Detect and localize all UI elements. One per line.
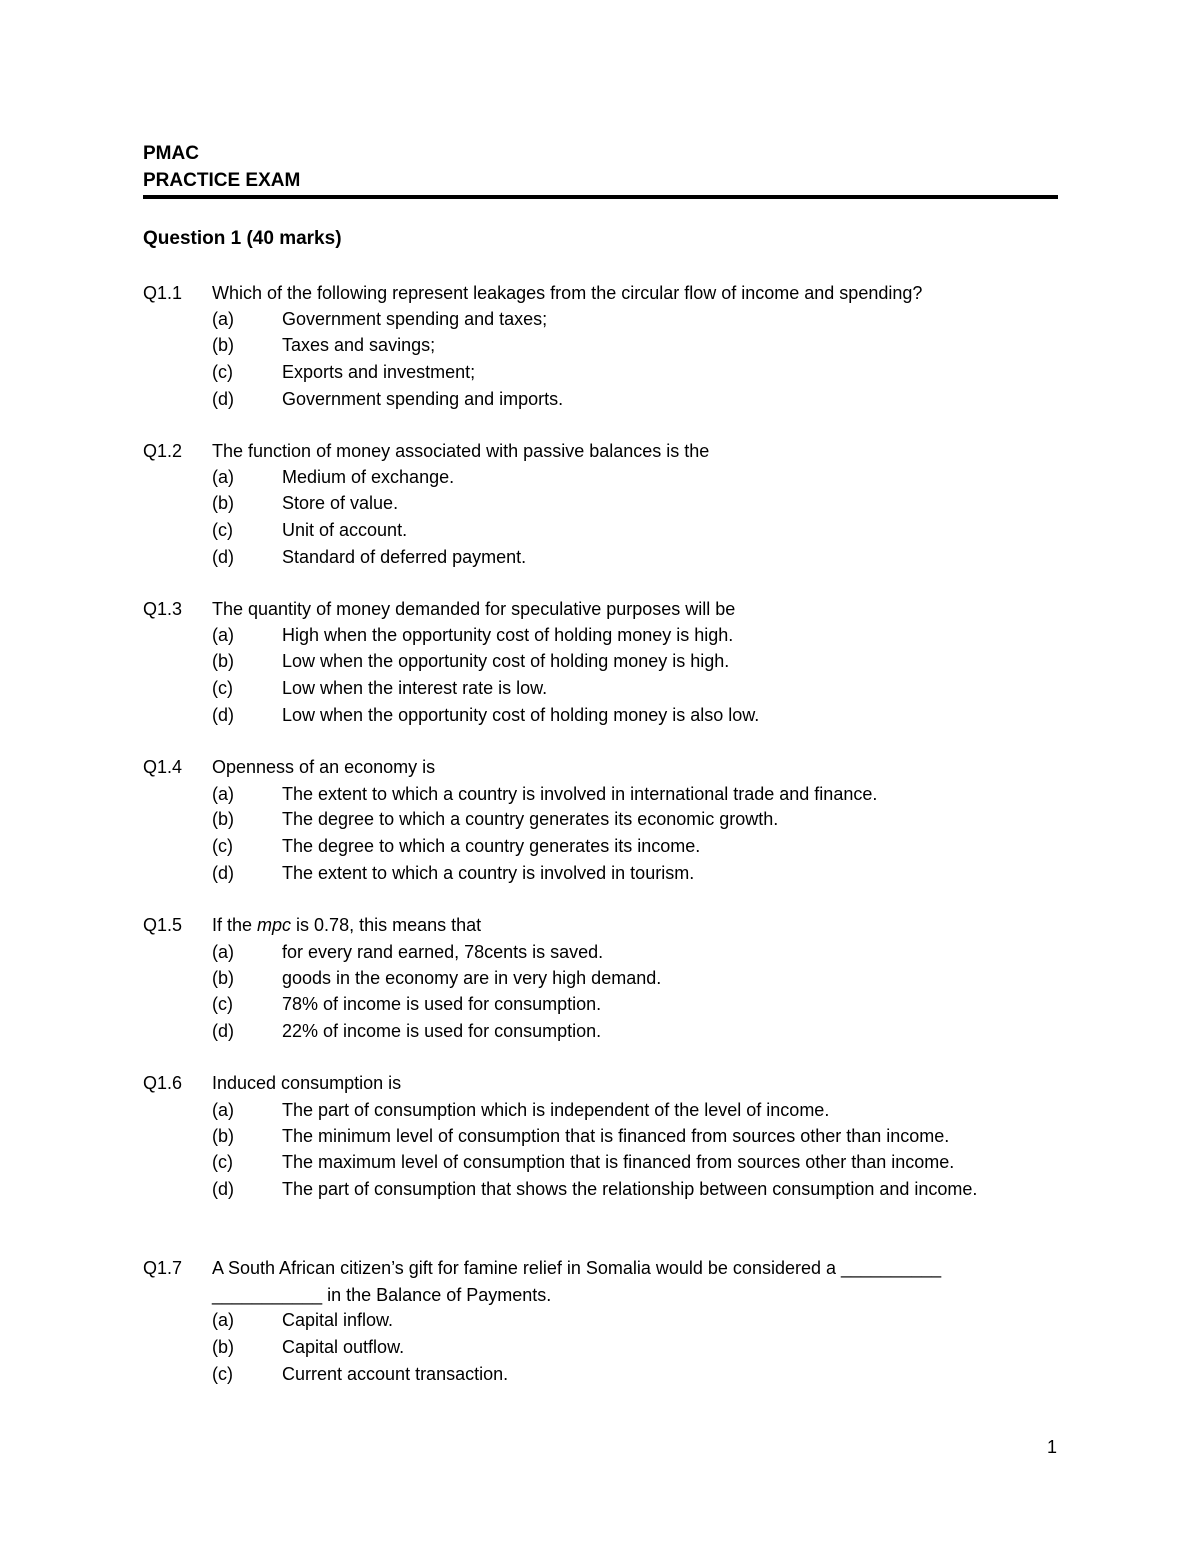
question-number: Q1.1: [143, 283, 183, 303]
option-label: (c): [212, 1152, 233, 1172]
option-label: (b): [212, 493, 234, 513]
option-label: (d): [212, 863, 234, 883]
option-text: Capital outflow.: [282, 1337, 405, 1357]
option-label: (c): [212, 836, 233, 856]
option-text: Exports and investment;: [282, 362, 476, 382]
option-label: (d): [212, 547, 234, 567]
option-label: (b): [212, 968, 234, 988]
question-number: Q1.2: [143, 441, 183, 461]
option-text: Low when the opportunity cost of holding money is high.: [282, 651, 730, 671]
option-label: (c): [212, 1364, 233, 1384]
question-number: Q1.3: [143, 599, 183, 619]
option-text: Capital inflow.: [282, 1310, 394, 1330]
page-number: 1: [1047, 1437, 1058, 1457]
section-title: Question 1 (40 marks): [143, 228, 342, 249]
header-rule: [143, 195, 1058, 199]
option-text: The minimum level of consumption that is financed from sources other than income.: [282, 1126, 950, 1146]
option-label: (a): [212, 625, 234, 645]
option-label: (d): [212, 389, 234, 409]
question-number: Q1.7: [143, 1258, 183, 1278]
question-text: Which of the following represent leakages from the circular flow of income and spending?: [212, 283, 923, 303]
option-label: (c): [212, 994, 233, 1014]
option-label: (c): [212, 362, 233, 382]
option-label: (b): [212, 1126, 234, 1146]
question-text: The function of money associated with passive balances is the: [212, 441, 710, 461]
option-label: (a): [212, 784, 234, 804]
option-text: The part of consumption that shows the relationship between consumption and income.: [282, 1179, 978, 1199]
mpc-term: mpc: [257, 915, 292, 935]
option-text: Taxes and savings;: [282, 335, 436, 355]
option-label: (a): [212, 942, 234, 962]
question-text: Induced consumption is: [212, 1073, 402, 1093]
question-text: A South African citizen’s gift for famine relief in Somalia would be considered a __________: [212, 1258, 942, 1278]
question-text: The quantity of money demanded for speculative purposes will be: [212, 599, 736, 619]
question-text-continued: ___________ in the Balance of Payments.: [212, 1285, 552, 1305]
option-label: (c): [212, 520, 233, 540]
question-number: Q1.5: [143, 915, 183, 935]
option-text: Store of value.: [282, 493, 399, 513]
option-label: (c): [212, 678, 233, 698]
option-text: High when the opportunity cost of holding money is high.: [282, 625, 734, 645]
option-text: The extent to which a country is involved in tourism.: [282, 863, 695, 883]
option-label: (b): [212, 1337, 234, 1357]
option-text: Unit of account.: [282, 520, 408, 540]
question-text: [212, 915, 481, 936]
option-label: (a): [212, 1100, 234, 1120]
option-text: 22% of income is used for consumption.: [282, 1021, 602, 1041]
option-text: The extent to which a country is involved in international trade and finance.: [282, 784, 878, 804]
option-label: (d): [212, 1021, 234, 1041]
exam-org-title: PMAC: [143, 143, 199, 164]
question-text-end: is 0.78, this means that: [291, 915, 482, 935]
option-text: goods in the economy are in very high demand.: [282, 968, 662, 988]
option-label: (b): [212, 809, 234, 829]
option-text: The degree to which a country generates its income.: [282, 836, 701, 856]
option-label: (a): [212, 467, 234, 487]
option-text: Low when the opportunity cost of holding money is also low.: [282, 705, 760, 725]
option-text: Standard of deferred payment.: [282, 547, 527, 567]
option-text: Medium of exchange.: [282, 467, 455, 487]
option-label: (a): [212, 1310, 234, 1330]
option-label: (d): [212, 1179, 234, 1199]
option-text: for every rand earned, 78cents is saved.: [282, 942, 604, 962]
option-text: The part of consumption which is independent of the level of income.: [282, 1100, 830, 1120]
option-text: The degree to which a country generates its economic growth.: [282, 809, 779, 829]
option-text: The maximum level of consumption that is financed from sources other than income.: [282, 1152, 955, 1172]
option-text: Low when the interest rate is low.: [282, 678, 548, 698]
question-text-start: If the: [212, 915, 258, 935]
option-text: Current account transaction.: [282, 1364, 509, 1384]
option-label: (b): [212, 651, 234, 671]
question-text: Openness of an economy is: [212, 757, 436, 777]
option-label: (a): [212, 309, 234, 329]
option-label: (b): [212, 335, 234, 355]
question-number: Q1.4: [143, 757, 183, 777]
question-number: Q1.6: [143, 1073, 183, 1093]
option-text: Government spending and imports.: [282, 389, 564, 409]
option-label: (d): [212, 705, 234, 725]
option-text: 78% of income is used for consumption.: [282, 994, 602, 1014]
exam-title: PRACTICE EXAM: [143, 170, 301, 191]
option-text: Government spending and taxes;: [282, 309, 548, 329]
